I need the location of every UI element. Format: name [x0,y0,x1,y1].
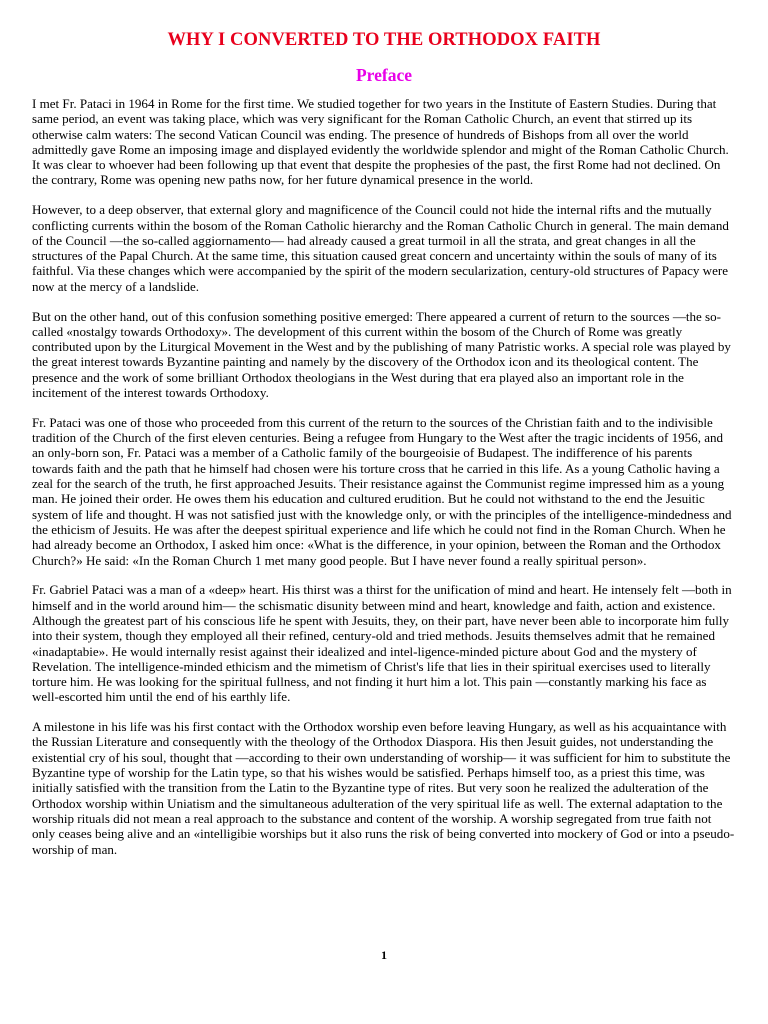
paragraph: But on the other hand, out of this confusion something positive emerged: There appeared a current of return to the sources —the so-called «nostalgy towards Orthodoxy». The development of this current within the bosom of the Church of Rome was greatly contributed upon by the Liturgical Movement in the West and by the publishing of many Patristic works. A special role was played by the great interest towards Byzantine painting and namely by the discovery of the Orthodox icon and its theological content. The presence and the work of some brilliant Orthodox theologians in the West during that era played also an important role in the incitement of the interest towards Orthodoxy. [32,308,731,401]
page-number: 1 [381,948,387,962]
paragraph: However, to a deep observer, that external glory and magnificence of the Council could not hide the internal rifts and the mutually conflicting currents within the bosom of the Roman Catholic hierarchy and the Roman Catholic Church in general. The main demand of the Council —the so-called aggiornamento— had already caused a great turmoil in all the strata, and great changes in all the structures of the Papal Church. At the same time, this situation caused great concern and uncertainty within the souls of many of its faithful. Via these changes which were accompanied by the spirit of the modern secularization, century-old structures of Papacy were now at the mercy of a landslide. [32,202,729,294]
document-page [32,28,736,871]
document-title: WHY I CONVERTED TO THE ORTHODOX FAITH [167,30,601,50]
paragraph: Fr. Pataci was one of those who proceeded from this current of the return to the sources of the Christian faith and to the indivisible tradition of the Church of the first eleven centuries. Being a refugee from Hungary to the West after the tragic incidents of 1956, and an only-born son, Fr. Pataci was a member of a Catholic family of the bourgeoisie of Budapest. The indifference of his parents towards faith and the path that he himself had chosen were his torture cross that he carried in this life. As a young Catholic having a zeal for the search of the truth, he first approached Jesuits. Their resistance against the Communist regime impressed him as a young man. He joined their order. He owes them his education and cultured erudition. But he could not withstand to the end the Jesuitic system of life and thought. H was not satisfied just with the knowledge only, or with the principles of the intelligence-mindedness and the ethicism of Jesuits. He was after the deepest spiritual experience and life which he could not find in the Roman Church. When he had already become an Orthodox, I asked him once: «What is the difference, in your opinion, between the Roman and the Orthodox Church?» He said: «In the Roman Church 1 met many good people. But I have never found a really spiritual person». [32,414,732,568]
paragraph: A milestone in his life was his first contact with the Orthodox worship even before leaving Hungary, as well as his acquaintance with the Russian Literature and consequently with the theology of the Orthodox Diaspora. His then Jesuit guides, not understanding the existential cry of his soul, thought that —according to their own understanding of worship— it was sufficient for him to substitute the Byzantine type of worship for the Latin type, so that his wishes would be satisfied. Perhaps himself too, as a priest this time, was initially satisfied with the transition from the Latin to the Byzantine type of rites. But very soon he realized the adulteration of the Orthodox worship within Uniatism and the simultaneous adulteration of the very spiritual life as well. The external adaptation to the worship rituals did not mean a real approach to the substance and content of the worship. A worship segregated from true faith not only ceases being alive and an «intelligibie worships but it also runs the risk of being converted into mockery of God or into a pseudo-worship of man. [32,719,735,857]
paragraph: I met Fr. Pataci in 1964 in Rome for the first time. We studied together for two years in the Institute of Eastern Studies. During that same period, an event was taking place, which was very significant for the Roman Catholic Church, an event that stirred up its otherwise calm waters: The second Vatican Council was ending. The presence of hundreds of Bishops from all over the world admittedly gave Rome an imposing image and displayed evidently the worldwide splendor and might of the Roman Catholic Church. It was clear to whoever had been following up that event that despite the prophesies of the past, the first Rome had not declined. On the contrary, Rome was opening new paths now, for her future dynamical presence in the world. [32,96,729,188]
section-heading-preface: Preface [355,65,413,85]
paragraph: Fr. Gabriel Pataci was a man of a «deep» heart. His thirst was a thirst for the unification of mind and heart. He intensely felt —both in himself and in the world around him— the schismatic disunity between mind and heart, knowledge and faith, action and existence. Although the greatest part of his conscious life he spent with Jesuits, they, on their part, have never been able to incorporate him fully into their system, though they employed all their refined, century-old and tried methods. Jesuits themselves admit that he remained «inadaptabie». He would internally resist against their idealized and intel-ligence-minded picture about God and the mystery of Revelation. The intelligence-minded ethicism and the mimetism of Christ's life that lies in their spiritual exercises used to literally torture him. He was looking for the spiritual fullness, and not finding it hurt him a lot. This pain —constantly marking his face as well-escorted him until the end of his earthly life. [32,582,732,705]
